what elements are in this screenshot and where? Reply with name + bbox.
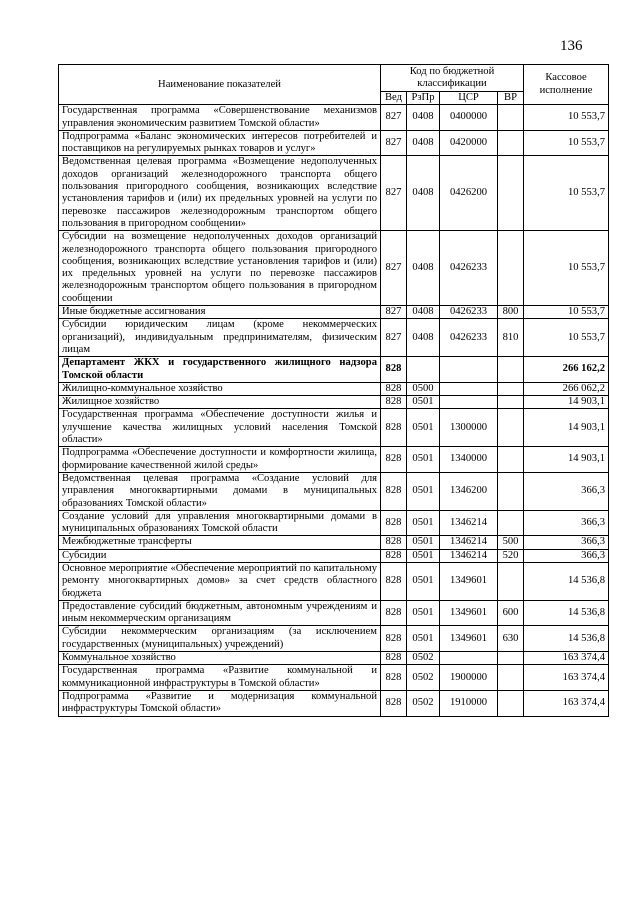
table-row [59, 231, 609, 306]
cell-name: Субсидии на возмещение недополученных доходов организаций железнодорожного транспорта общего пользования пригородного сообщения, возникающих вследствие установления тарифов и (или) их предельных уровней на услуги по перевозке пассажиров железнодорожным транспортом общего пользования в пригородном сообщении [59, 231, 381, 306]
cell-ved: 828 [381, 626, 407, 652]
cell-csr: 0426233 [440, 319, 498, 357]
cell-vr: 630 [498, 626, 524, 652]
cell-rzpr: 0501 [407, 396, 440, 409]
cell-sum: 366,3 [524, 536, 609, 549]
table-row [59, 409, 609, 447]
cell-rzpr: 0500 [407, 382, 440, 395]
cell-ved: 828 [381, 357, 407, 383]
header-name: Наименование показателей [59, 65, 381, 105]
table-row [59, 105, 609, 131]
cell-vr [498, 690, 524, 716]
table-row [59, 357, 609, 383]
header-sum: Кассовое исполнение [524, 65, 609, 105]
table-row [59, 156, 609, 231]
cell-sum: 10 553,7 [524, 231, 609, 306]
table-row [59, 382, 609, 395]
cell-csr [440, 652, 498, 665]
cell-vr: 600 [498, 600, 524, 626]
cell-sum: 366,3 [524, 510, 609, 536]
cell-vr [498, 652, 524, 665]
cell-name: Подпрограмма «Обеспечение доступности и комфортности жилища, формирование качественной жилой среды» [59, 447, 381, 473]
cell-vr: 520 [498, 549, 524, 562]
cell-vr [498, 231, 524, 306]
cell-rzpr: 0501 [407, 600, 440, 626]
cell-csr: 1349601 [440, 600, 498, 626]
cell-csr: 1300000 [440, 409, 498, 447]
cell-name: Подпрограмма «Баланс экономических интересов потребителей и поставщиков на регулируемых рынках товаров и услуг» [59, 130, 381, 156]
cell-ved: 827 [381, 231, 407, 306]
cell-sum: 163 374,4 [524, 690, 609, 716]
cell-vr [498, 447, 524, 473]
cell-name: Предоставление субсидий бюджетным, автономным учреждениям и иным некоммерческим организациям [59, 600, 381, 626]
table-row [59, 536, 609, 549]
table-body [59, 105, 609, 716]
cell-name: Жилищное хозяйство [59, 396, 381, 409]
cell-rzpr: 0501 [407, 510, 440, 536]
cell-csr: 1346214 [440, 549, 498, 562]
cell-name: Департамент ЖКХ и государственного жилищного надзора Томской области [59, 357, 381, 383]
table-row [59, 396, 609, 409]
cell-sum: 14 903,1 [524, 396, 609, 409]
header-vr: ВР [498, 92, 524, 105]
cell-csr: 1346214 [440, 536, 498, 549]
cell-csr: 0426233 [440, 231, 498, 306]
cell-ved: 828 [381, 536, 407, 549]
cell-vr [498, 357, 524, 383]
cell-rzpr: 0501 [407, 409, 440, 447]
cell-rzpr: 0501 [407, 536, 440, 549]
header-code-group: Код по бюджетной классификации [381, 65, 524, 92]
cell-ved: 827 [381, 319, 407, 357]
cell-name: Жилищно-коммунальное хозяйство [59, 382, 381, 395]
cell-csr: 1340000 [440, 447, 498, 473]
table-row [59, 447, 609, 473]
cell-sum: 14 903,1 [524, 409, 609, 447]
cell-rzpr: 0501 [407, 472, 440, 510]
cell-csr: 0426200 [440, 156, 498, 231]
cell-name: Государственная программа «Обеспечение доступности жилья и улучшение качества жилищных условий населения Томской области» [59, 409, 381, 447]
cell-sum: 14 536,8 [524, 562, 609, 600]
cell-name: Субсидии [59, 549, 381, 562]
cell-rzpr: 0501 [407, 626, 440, 652]
cell-rzpr: 0408 [407, 231, 440, 306]
cell-ved: 828 [381, 549, 407, 562]
cell-name: Субсидии юридическим лицам (кроме некоммерческих организаций), индивидуальным предпринимателям, физическим лицам [59, 319, 381, 357]
cell-ved: 828 [381, 652, 407, 665]
cell-ved: 828 [381, 409, 407, 447]
cell-rzpr: 0502 [407, 665, 440, 691]
cell-sum: 10 553,7 [524, 130, 609, 156]
table-row [59, 130, 609, 156]
cell-vr: 500 [498, 536, 524, 549]
header-ved: Вед [381, 92, 407, 105]
cell-sum: 10 553,7 [524, 156, 609, 231]
cell-vr [498, 562, 524, 600]
cell-sum: 163 374,4 [524, 652, 609, 665]
cell-name: Основное мероприятие «Обеспечение мероприятий по капитальному ремонту многоквартирных домов» за счет средств областного бюджета [59, 562, 381, 600]
cell-ved: 828 [381, 447, 407, 473]
cell-ved: 828 [381, 665, 407, 691]
cell-csr: 1346200 [440, 472, 498, 510]
cell-name: Подпрограмма «Развитие и модернизация коммунальной инфраструктуры Томской области» [59, 690, 381, 716]
cell-sum: 14 536,8 [524, 600, 609, 626]
cell-sum: 266 162,2 [524, 357, 609, 383]
cell-rzpr [407, 357, 440, 383]
cell-name: Иные бюджетные ассигнования [59, 306, 381, 319]
cell-ved: 827 [381, 105, 407, 131]
cell-ved: 828 [381, 396, 407, 409]
cell-ved: 827 [381, 156, 407, 231]
cell-sum: 14 903,1 [524, 447, 609, 473]
cell-vr: 800 [498, 306, 524, 319]
table-row [59, 626, 609, 652]
cell-name: Государственная программа «Совершенствование механизмов управления экономическим развитием Томской области» [59, 105, 381, 131]
cell-sum: 366,3 [524, 549, 609, 562]
cell-vr [498, 130, 524, 156]
cell-name: Ведомственная целевая программа «Создание условий для управления многоквартирными домами в муниципальных образованиях Томской области» [59, 472, 381, 510]
cell-vr [498, 156, 524, 231]
table-row [59, 562, 609, 600]
cell-rzpr: 0408 [407, 156, 440, 231]
cell-csr [440, 396, 498, 409]
cell-csr: 1349601 [440, 562, 498, 600]
cell-sum: 14 536,8 [524, 626, 609, 652]
cell-sum: 10 553,7 [524, 319, 609, 357]
cell-name: Субсидии некоммерческим организациям (за исключением государственных (муниципальных) учреждений) [59, 626, 381, 652]
table-row [59, 600, 609, 626]
cell-ved: 828 [381, 562, 407, 600]
table-row [59, 319, 609, 357]
cell-name: Создание условий для управления многоквартирными домами в муниципальных образованиях Томской области [59, 510, 381, 536]
table-row [59, 549, 609, 562]
cell-name: Коммунальное хозяйство [59, 652, 381, 665]
cell-csr: 0426233 [440, 306, 498, 319]
header-csr: ЦСР [440, 92, 498, 105]
cell-csr: 1910000 [440, 690, 498, 716]
cell-sum: 163 374,4 [524, 665, 609, 691]
page-number: 136 [560, 38, 583, 54]
cell-csr: 1346214 [440, 510, 498, 536]
table-row [59, 472, 609, 510]
cell-csr: 1900000 [440, 665, 498, 691]
cell-vr [498, 665, 524, 691]
table-row [59, 306, 609, 319]
cell-csr [440, 357, 498, 383]
header-rzpr: РзПр [407, 92, 440, 105]
cell-csr: 0400000 [440, 105, 498, 131]
cell-name: Межбюджетные трансферты [59, 536, 381, 549]
cell-rzpr: 0408 [407, 319, 440, 357]
table-row [59, 510, 609, 536]
cell-rzpr: 0408 [407, 306, 440, 319]
cell-ved: 827 [381, 306, 407, 319]
cell-ved: 828 [381, 472, 407, 510]
cell-name: Ведомственная целевая программа «Возмещение недополученных доходов организаций железнодорожного транспорта общего пользования пригородного сообщения, возникающих вследствие установления тарифов и (или) их предельных уровней на услуги по перевозке пассажиров железнодорожным транспортом общего пользования в пригородном сообщении» [59, 156, 381, 231]
cell-csr [440, 382, 498, 395]
cell-vr [498, 510, 524, 536]
cell-rzpr: 0408 [407, 105, 440, 131]
cell-rzpr: 0501 [407, 549, 440, 562]
cell-rzpr: 0501 [407, 447, 440, 473]
table-row [59, 665, 609, 691]
cell-name: Государственная программа «Развитие коммунальной и коммуникационной инфраструктуры в Томской области» [59, 665, 381, 691]
cell-ved: 828 [381, 600, 407, 626]
cell-rzpr: 0501 [407, 562, 440, 600]
cell-vr [498, 105, 524, 131]
cell-sum: 266 062,2 [524, 382, 609, 395]
cell-vr: 810 [498, 319, 524, 357]
cell-vr [498, 472, 524, 510]
cell-rzpr: 0502 [407, 690, 440, 716]
cell-sum: 10 553,7 [524, 105, 609, 131]
cell-sum: 10 553,7 [524, 306, 609, 319]
cell-rzpr: 0408 [407, 130, 440, 156]
cell-rzpr: 0502 [407, 652, 440, 665]
cell-ved: 828 [381, 382, 407, 395]
cell-vr [498, 396, 524, 409]
cell-sum: 366,3 [524, 472, 609, 510]
table-row [59, 652, 609, 665]
cell-csr: 0420000 [440, 130, 498, 156]
cell-csr: 1349601 [440, 626, 498, 652]
cell-ved: 828 [381, 510, 407, 536]
cell-ved: 828 [381, 690, 407, 716]
budget-table [58, 64, 609, 717]
table-row [59, 690, 609, 716]
cell-ved: 827 [381, 130, 407, 156]
cell-vr [498, 409, 524, 447]
cell-vr [498, 382, 524, 395]
